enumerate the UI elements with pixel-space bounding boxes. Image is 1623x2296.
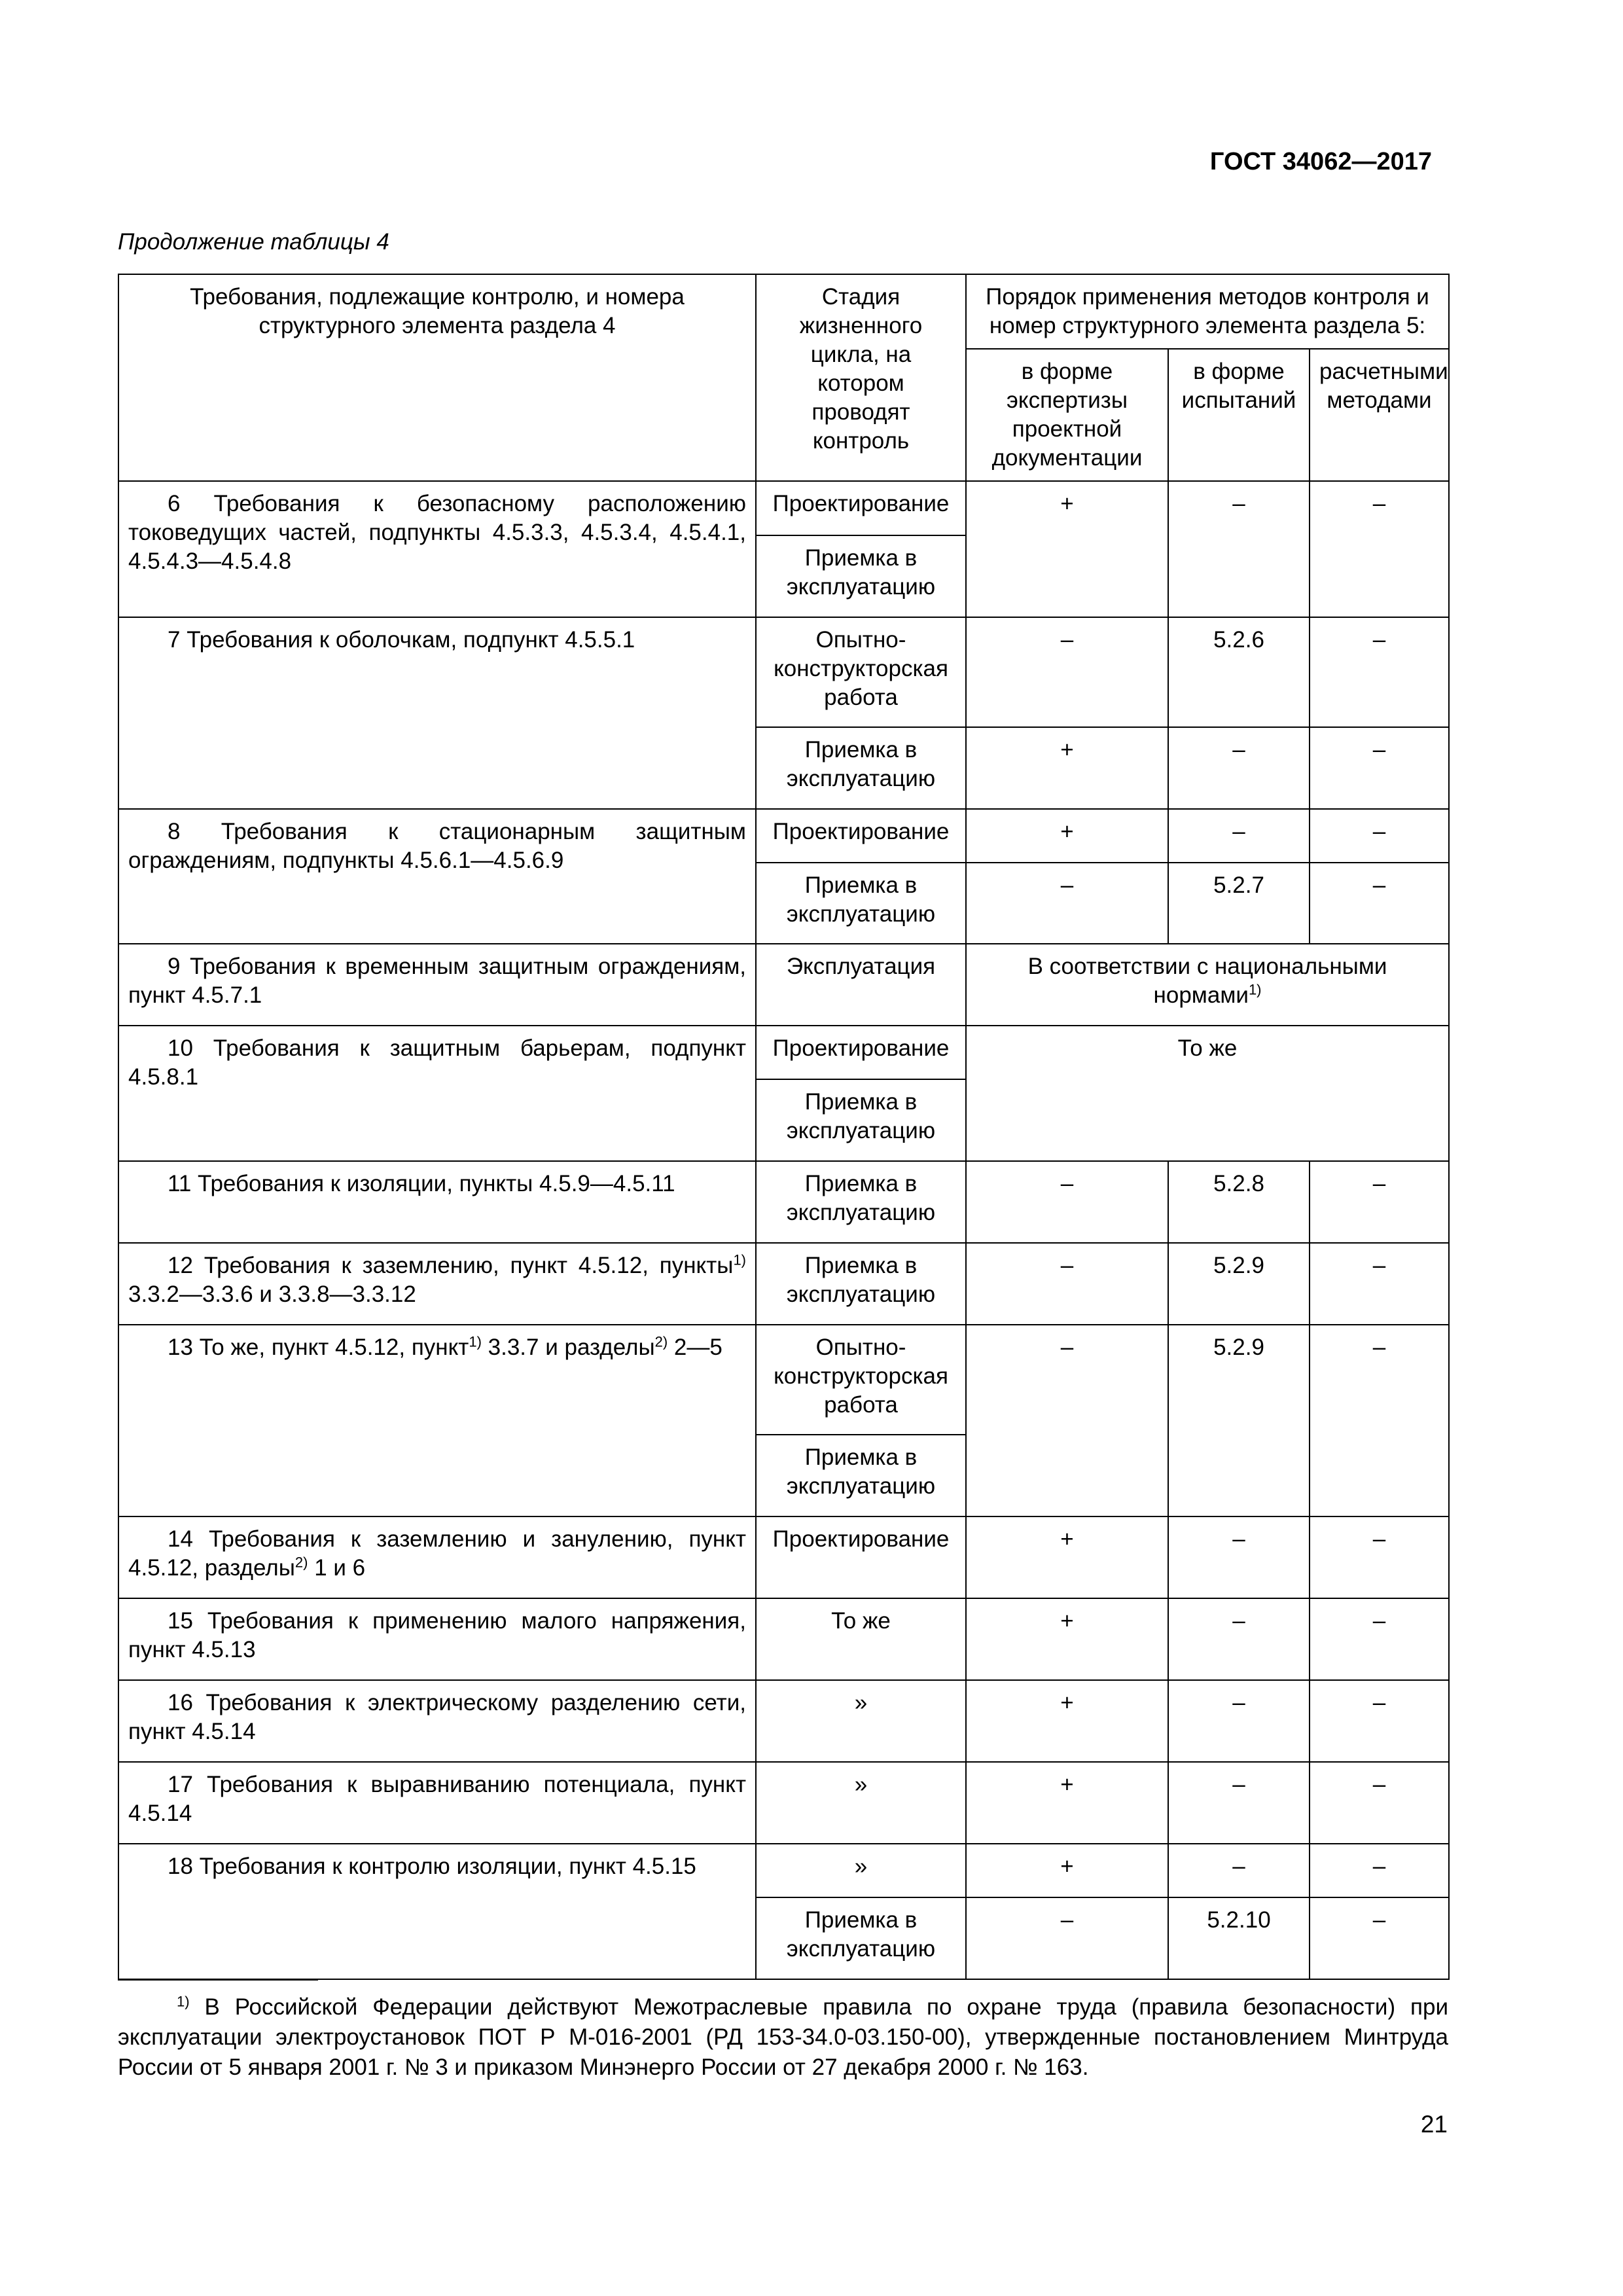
row-12-tests: 5.2.9 bbox=[1168, 1243, 1310, 1325]
row-18-expertise-2: – bbox=[966, 1897, 1168, 1979]
row-15-stage: То же bbox=[756, 1598, 966, 1680]
row-7-tests-1: 5.2.6 bbox=[1168, 617, 1310, 727]
row-6-requirement: 6 Требования к безопасному расположению токоведущих частей, подпункты 4.5.3.3, 4.5.3.4, 4.5.4.1, 4.5.4.3—4.5.4.8 bbox=[118, 481, 756, 617]
page-number: 21 bbox=[1420, 2111, 1448, 2138]
row-17-expertise: + bbox=[966, 1762, 1168, 1844]
row-11-requirement: 11 Требования к изоляции, пункты 4.5.9—4.5.11 bbox=[118, 1161, 756, 1243]
row-8-expertise-2: – bbox=[966, 863, 1168, 944]
row-10-stage-1: Проектирование bbox=[756, 1026, 966, 1079]
footnote-text: В Российской Федерации действуют Межотраслевые правила по охране труда (правила безопасности) при эксплуатации электроустановок ПОТ Р М-016-2001 (РД 153-34.0-03.150-00), утвержденные постановлением Минтруда России от 5 января 2001 г. № 3 и приказом Минэнерго России от 27 декабря 2000 г. № 163. bbox=[118, 1994, 1448, 2080]
row-10-methods: То же bbox=[966, 1026, 1449, 1161]
row-8-calc-1: – bbox=[1310, 809, 1449, 863]
row-6-calc: – bbox=[1310, 481, 1449, 617]
row-8-tests-1: – bbox=[1168, 809, 1310, 863]
row-17-stage: » bbox=[756, 1762, 966, 1844]
row-12-stage: Приемка в эксплуатацию bbox=[756, 1243, 966, 1325]
row-13-calc: – bbox=[1310, 1325, 1449, 1516]
row-6-stage-2: Приемка в эксплуатацию bbox=[756, 535, 966, 617]
row-9-requirement: 9 Требования к временным защитным ограждениям, пункт 4.5.7.1 bbox=[118, 944, 756, 1026]
row-11-expertise: – bbox=[966, 1161, 1168, 1243]
row-15-expertise: + bbox=[966, 1598, 1168, 1680]
row-7-calc-2: – bbox=[1310, 727, 1449, 809]
row-13-tests: 5.2.9 bbox=[1168, 1325, 1310, 1516]
row-15-calc: – bbox=[1310, 1598, 1449, 1680]
row-7-stage-2: Приемка в эксплуатацию bbox=[756, 727, 966, 809]
row-16-stage: » bbox=[756, 1680, 966, 1762]
requirements-table bbox=[118, 274, 1450, 1980]
row-8-stage-2: Приемка в эксплуатацию bbox=[756, 863, 966, 944]
row-7-calc-1: – bbox=[1310, 617, 1449, 727]
footnote bbox=[118, 1992, 1448, 2083]
row-16-tests: – bbox=[1168, 1680, 1310, 1762]
row-18-tests-1: – bbox=[1168, 1844, 1310, 1897]
row-17-requirement: 17 Требования к выравниванию потенциала, пункт 4.5.14 bbox=[118, 1762, 756, 1844]
row-9-stage: Эксплуатация bbox=[756, 944, 966, 1026]
row-17-tests: – bbox=[1168, 1762, 1310, 1844]
row-13-expertise: – bbox=[966, 1325, 1168, 1516]
footnote-divider bbox=[118, 1979, 318, 1981]
row-11-stage: Приемка в эксплуатацию bbox=[756, 1161, 966, 1243]
row-8-stage-1: Проектирование bbox=[756, 809, 966, 863]
header-stage: Стадия жизненного цикла, на котором проводят контроль bbox=[756, 274, 966, 481]
row-18-stage-2: Приемка в эксплуатацию bbox=[756, 1897, 966, 1979]
row-13-stage-2: Приемка в эксплуатацию bbox=[756, 1435, 966, 1516]
row-18-tests-2: 5.2.10 bbox=[1168, 1897, 1310, 1979]
row-8-requirement: 8 Требования к стационарным защитным ограждениям, подпункты 4.5.6.1—4.5.6.9 bbox=[118, 809, 756, 944]
row-11-calc: – bbox=[1310, 1161, 1449, 1243]
row-6-stage-1: Проектирование bbox=[756, 481, 966, 535]
row-12-requirement: 12 Требования к заземлению, пункт 4.5.12, пункты$^{1)}$ 3.3.2—3.3.6 и 3.3.8—3.3.12 bbox=[118, 1243, 756, 1325]
row-8-calc-2: – bbox=[1310, 863, 1449, 944]
row-17-calc: – bbox=[1310, 1762, 1449, 1844]
row-16-expertise: + bbox=[966, 1680, 1168, 1762]
row-11-tests: 5.2.8 bbox=[1168, 1161, 1310, 1243]
row-18-calc-1: – bbox=[1310, 1844, 1449, 1897]
row-9-methods: В соответствии с национальными нормами$^{1)}$ bbox=[966, 944, 1449, 1026]
header-tests: в форме испытаний bbox=[1168, 349, 1310, 481]
row-14-tests: – bbox=[1168, 1516, 1310, 1598]
row-7-expertise-1: – bbox=[966, 617, 1168, 727]
row-15-requirement: 15 Требования к применению малого напряжения, пункт 4.5.13 bbox=[118, 1598, 756, 1680]
row-10-stage-2: Приемка в эксплуатацию bbox=[756, 1079, 966, 1161]
header-expertise: в форме экспертизы проектной документации bbox=[966, 349, 1168, 481]
row-6-expertise: + bbox=[966, 481, 1168, 617]
row-7-expertise-2: + bbox=[966, 727, 1168, 809]
row-18-calc-2: – bbox=[1310, 1897, 1449, 1979]
header-requirements: Требования, подлежащие контролю, и номера структурного элемента раздела 4 bbox=[118, 274, 756, 481]
row-8-tests-2: 5.2.7 bbox=[1168, 863, 1310, 944]
row-15-tests: – bbox=[1168, 1598, 1310, 1680]
row-7-requirement: 7 Требования к оболочкам, подпункт 4.5.5.1 bbox=[118, 617, 756, 809]
row-16-requirement: 16 Требования к электрическому разделению сети, пункт 4.5.14 bbox=[118, 1680, 756, 1762]
row-16-calc: – bbox=[1310, 1680, 1449, 1762]
row-12-calc: – bbox=[1310, 1243, 1449, 1325]
row-10-requirement: 10 Требования к защитным барьерам, подпункт 4.5.8.1 bbox=[118, 1026, 756, 1161]
header-calculation: расчетными методами bbox=[1310, 349, 1449, 481]
footnote-ref-1: 1) bbox=[1248, 981, 1262, 998]
row-18-stage-1: » bbox=[756, 1844, 966, 1897]
row-13-stage-1: Опытно-конструкторская работа bbox=[756, 1325, 966, 1435]
row-14-requirement: 14 Требования к заземлению и занулению, пункт 4.5.12, разделы$^{2)}$ 1 и 6 bbox=[118, 1516, 756, 1598]
row-18-expertise-1: + bbox=[966, 1844, 1168, 1897]
header-methods: Порядок применения методов контроля и номер структурного элемента раздела 5: bbox=[966, 274, 1449, 349]
row-14-stage: Проектирование bbox=[756, 1516, 966, 1598]
table-caption: Продолжение таблицы 4 bbox=[118, 229, 389, 255]
row-12-expertise: – bbox=[966, 1243, 1168, 1325]
row-7-tests-2: – bbox=[1168, 727, 1310, 809]
row-7-stage-1: Опытно-конструкторская работа bbox=[756, 617, 966, 727]
row-14-calc: – bbox=[1310, 1516, 1449, 1598]
document-standard-number: ГОСТ 34062—2017 bbox=[1209, 148, 1432, 175]
row-18-requirement: 18 Требования к контролю изоляции, пункт 4.5.15 bbox=[118, 1844, 756, 1979]
row-8-expertise-1: + bbox=[966, 809, 1168, 863]
row-14-expertise: + bbox=[966, 1516, 1168, 1598]
row-6-tests: – bbox=[1168, 481, 1310, 617]
footnote-mark: 1) bbox=[177, 1993, 190, 2010]
row-13-requirement: 13 То же, пункт 4.5.12, пункт$^{1)}$ 3.3.7 и разделы$^{2)}$ 2—5 bbox=[118, 1325, 756, 1516]
